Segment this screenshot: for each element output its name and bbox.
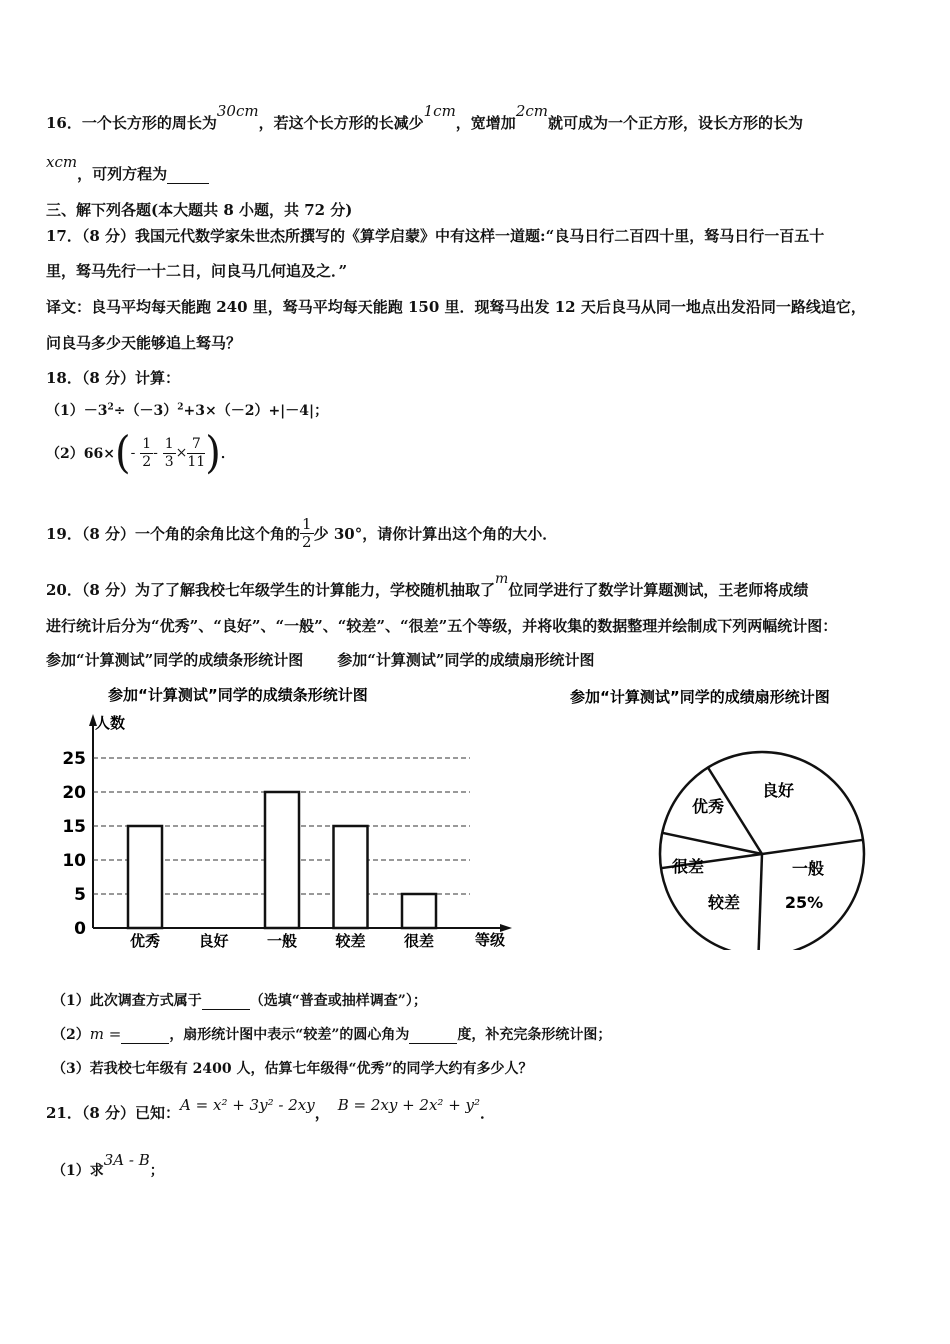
q16-line1 bbox=[46, 102, 803, 133]
fraction-1-2 bbox=[300, 516, 314, 551]
x-tick-label: 良好 bbox=[198, 932, 229, 950]
q20-sub1 bbox=[52, 990, 427, 1010]
q18-part1 bbox=[46, 400, 328, 420]
q20-math-m: m bbox=[495, 571, 509, 587]
q19-line bbox=[46, 516, 557, 551]
frac-num: 1 bbox=[142, 435, 152, 452]
q18-p2-end: ． bbox=[220, 446, 235, 462]
minus-sign: - bbox=[153, 445, 158, 461]
times-sign: × bbox=[175, 445, 188, 461]
pie-chart-title: 参加“计算测试”同学的成绩扇形统计图 bbox=[570, 688, 830, 706]
fraction-1-2 bbox=[140, 436, 153, 471]
q21-p1-text: （1）求 bbox=[52, 1163, 104, 1179]
x-tick-label: 优秀 bbox=[129, 932, 161, 950]
q16-math-xcm: xcm bbox=[46, 153, 78, 171]
q21-line bbox=[46, 1096, 496, 1123]
q20-caption-pie: 参加“计算测试”同学的成绩扇形统计图 bbox=[337, 651, 595, 669]
q16-text4: 就可成为一个正方形，设长方形的长为 bbox=[547, 114, 803, 132]
q20-sub2-math-m: m = bbox=[89, 1025, 122, 1043]
q18-p1-a: （1）－3 bbox=[46, 403, 108, 419]
pie-chart bbox=[560, 680, 920, 950]
q20-line2: 进行统计后分为“优秀”、“良好”、“一般”、“较差”、“很差”五个等级，并将收集的数据整理并绘制成下列两幅统计图： bbox=[46, 617, 838, 635]
q18-p1-c: +3×（－2）+|－4|； bbox=[183, 403, 329, 419]
pie-label-一般: 一般 bbox=[791, 859, 825, 878]
y-tick-label: 0 bbox=[74, 919, 86, 939]
y-tick-label: 25 bbox=[62, 749, 86, 769]
minus-sign: - bbox=[130, 445, 136, 461]
q20-sub2 bbox=[52, 1024, 611, 1044]
frac-den: 3 bbox=[164, 453, 174, 470]
bar-chart-title: 参加“计算测试”同学的成绩条形统计图 bbox=[108, 686, 368, 704]
q16-text1: 一个长方形的周长为 bbox=[81, 114, 217, 132]
q17-line1: 17．（8 分）我国元代数学家朱世杰所撰写的《算学启蒙》中有这样一道题:“良马日行二百四十里，驽马日行一百五十 bbox=[46, 227, 825, 245]
pie-label-优秀: 优秀 bbox=[691, 797, 725, 816]
q16-text5: ，可列方程为 bbox=[77, 165, 168, 183]
q20-sub2-blank-m[interactable] bbox=[121, 1027, 169, 1044]
q21-part1 bbox=[52, 1151, 164, 1180]
bar-plot bbox=[62, 714, 512, 950]
bar-优秀 bbox=[128, 826, 162, 928]
x-tick-label: 较差 bbox=[335, 932, 366, 950]
frac-den: 11 bbox=[187, 453, 206, 470]
q18-p1-sup2: 2 bbox=[177, 402, 184, 413]
frac-num: 1 bbox=[164, 435, 174, 452]
q20-sub1-blank[interactable] bbox=[202, 993, 250, 1010]
q20-line3 bbox=[46, 649, 595, 670]
q18-p2-a: （2）66× bbox=[46, 446, 115, 462]
q20-sub1-text: （1）此次调查方式属于 bbox=[52, 993, 202, 1009]
q20-caption-bar: 参加“计算测试”同学的成绩条形统计图 bbox=[46, 651, 304, 669]
q21-expr-B: B = 2xy + 2x² + y² bbox=[337, 1096, 481, 1114]
bar-chart bbox=[50, 680, 520, 950]
q21-p1-end: ； bbox=[149, 1163, 164, 1179]
frac-den: 2 bbox=[302, 533, 312, 551]
q21-text: 21．（8 分）已知： bbox=[46, 1104, 181, 1122]
q21-end: ． bbox=[480, 1104, 496, 1122]
bar-很差 bbox=[402, 894, 436, 928]
q18-p1-b: ÷（－3） bbox=[113, 403, 178, 419]
q20-text1: 20．（8 分）为了了解我校七年级学生的计算能力，学校随机抽取了 bbox=[46, 581, 496, 599]
x-axis-label: 等级 bbox=[475, 931, 506, 949]
q17-line2: 里，驽马先行一十二日，问良马几何追及之．” bbox=[46, 262, 348, 280]
pie-plot bbox=[660, 752, 864, 950]
q19-text2: 少 30°，请你计算出这个角的大小． bbox=[313, 525, 558, 543]
frac-num: 7 bbox=[187, 436, 205, 454]
x-tick-label: 很差 bbox=[403, 932, 435, 950]
pie-annotation: 25% bbox=[784, 893, 824, 912]
q20-line1 bbox=[46, 571, 809, 600]
pie-label-较差: 较差 bbox=[707, 893, 741, 912]
fraction-1-3 bbox=[163, 436, 176, 471]
q17-line4: 问良马多少天能够追上驽马？ bbox=[46, 334, 242, 352]
q20-sub2-a: （2） bbox=[52, 1027, 90, 1043]
q16-math-1cm: 1cm bbox=[423, 102, 456, 120]
fraction-7-11 bbox=[187, 436, 205, 471]
bar-一般 bbox=[265, 792, 299, 928]
q20-sub2-b: ，扇形统计图中表示“较差”的圆心角为 bbox=[169, 1027, 410, 1043]
q20-sub3: （3）若我校七年级有 2400 人，估算七年级得“优秀”的同学大约有多少人？ bbox=[52, 1061, 533, 1077]
q18-title: 18．（8 分）计算： bbox=[46, 369, 181, 387]
q21-sep: ， bbox=[314, 1104, 330, 1122]
frac-den: 2 bbox=[142, 453, 152, 470]
q20-sub2-blank-angle[interactable] bbox=[409, 1027, 457, 1044]
q19-text1: 19．（8 分）一个角的余角比这个角的 bbox=[46, 525, 301, 543]
q16-text2: ，若这个长方形的长减少 bbox=[258, 114, 424, 132]
bar-较差 bbox=[334, 826, 368, 928]
q20-sub2-c: 度，补充完条形统计图； bbox=[457, 1027, 612, 1043]
section3-heading: 三、解下列各题(本大题共 8 小题，共 72 分) bbox=[46, 201, 353, 219]
pie-label-良好: 良好 bbox=[761, 781, 795, 800]
right-paren: ) bbox=[205, 427, 221, 479]
q16-text3: ，宽增加 bbox=[455, 114, 516, 132]
q16-answer-blank[interactable] bbox=[167, 165, 209, 184]
q21-expr-A: A = x² + 3y² - 2xy bbox=[180, 1096, 315, 1114]
q21-p1-math: 3A - B bbox=[103, 1151, 150, 1169]
y-tick-label: 5 bbox=[74, 885, 86, 905]
y-axis-label: 人数 bbox=[95, 714, 126, 732]
q20-text2: 位同学进行了数学计算题测试，王老师将成绩 bbox=[508, 581, 809, 599]
q16-math-2cm: 2cm bbox=[515, 102, 548, 120]
frac-num: 1 bbox=[302, 515, 312, 533]
q20-sub1-hint: （选填“普查或抽样调查”）； bbox=[249, 993, 427, 1009]
q16-line2 bbox=[46, 153, 209, 184]
q18-part2 bbox=[46, 427, 235, 479]
q17-line3: 译文：良马平均每天能跑 240 里，驽马平均每天能跑 150 里．现驽马出发 12 天后良马从同一地点出发沿同一路线追它， bbox=[46, 298, 866, 316]
y-tick-label: 20 bbox=[62, 783, 86, 803]
q16-math-30cm: 30cm bbox=[216, 102, 259, 120]
pie-label-很差: 很差 bbox=[671, 857, 705, 876]
y-tick-label: 10 bbox=[62, 851, 86, 871]
q18-p1-sup: 2 bbox=[107, 402, 114, 413]
left-paren: ( bbox=[114, 427, 131, 479]
q16-number: 16． bbox=[46, 114, 82, 132]
y-tick-label: 15 bbox=[62, 817, 86, 837]
x-tick-label: 一般 bbox=[266, 932, 298, 950]
